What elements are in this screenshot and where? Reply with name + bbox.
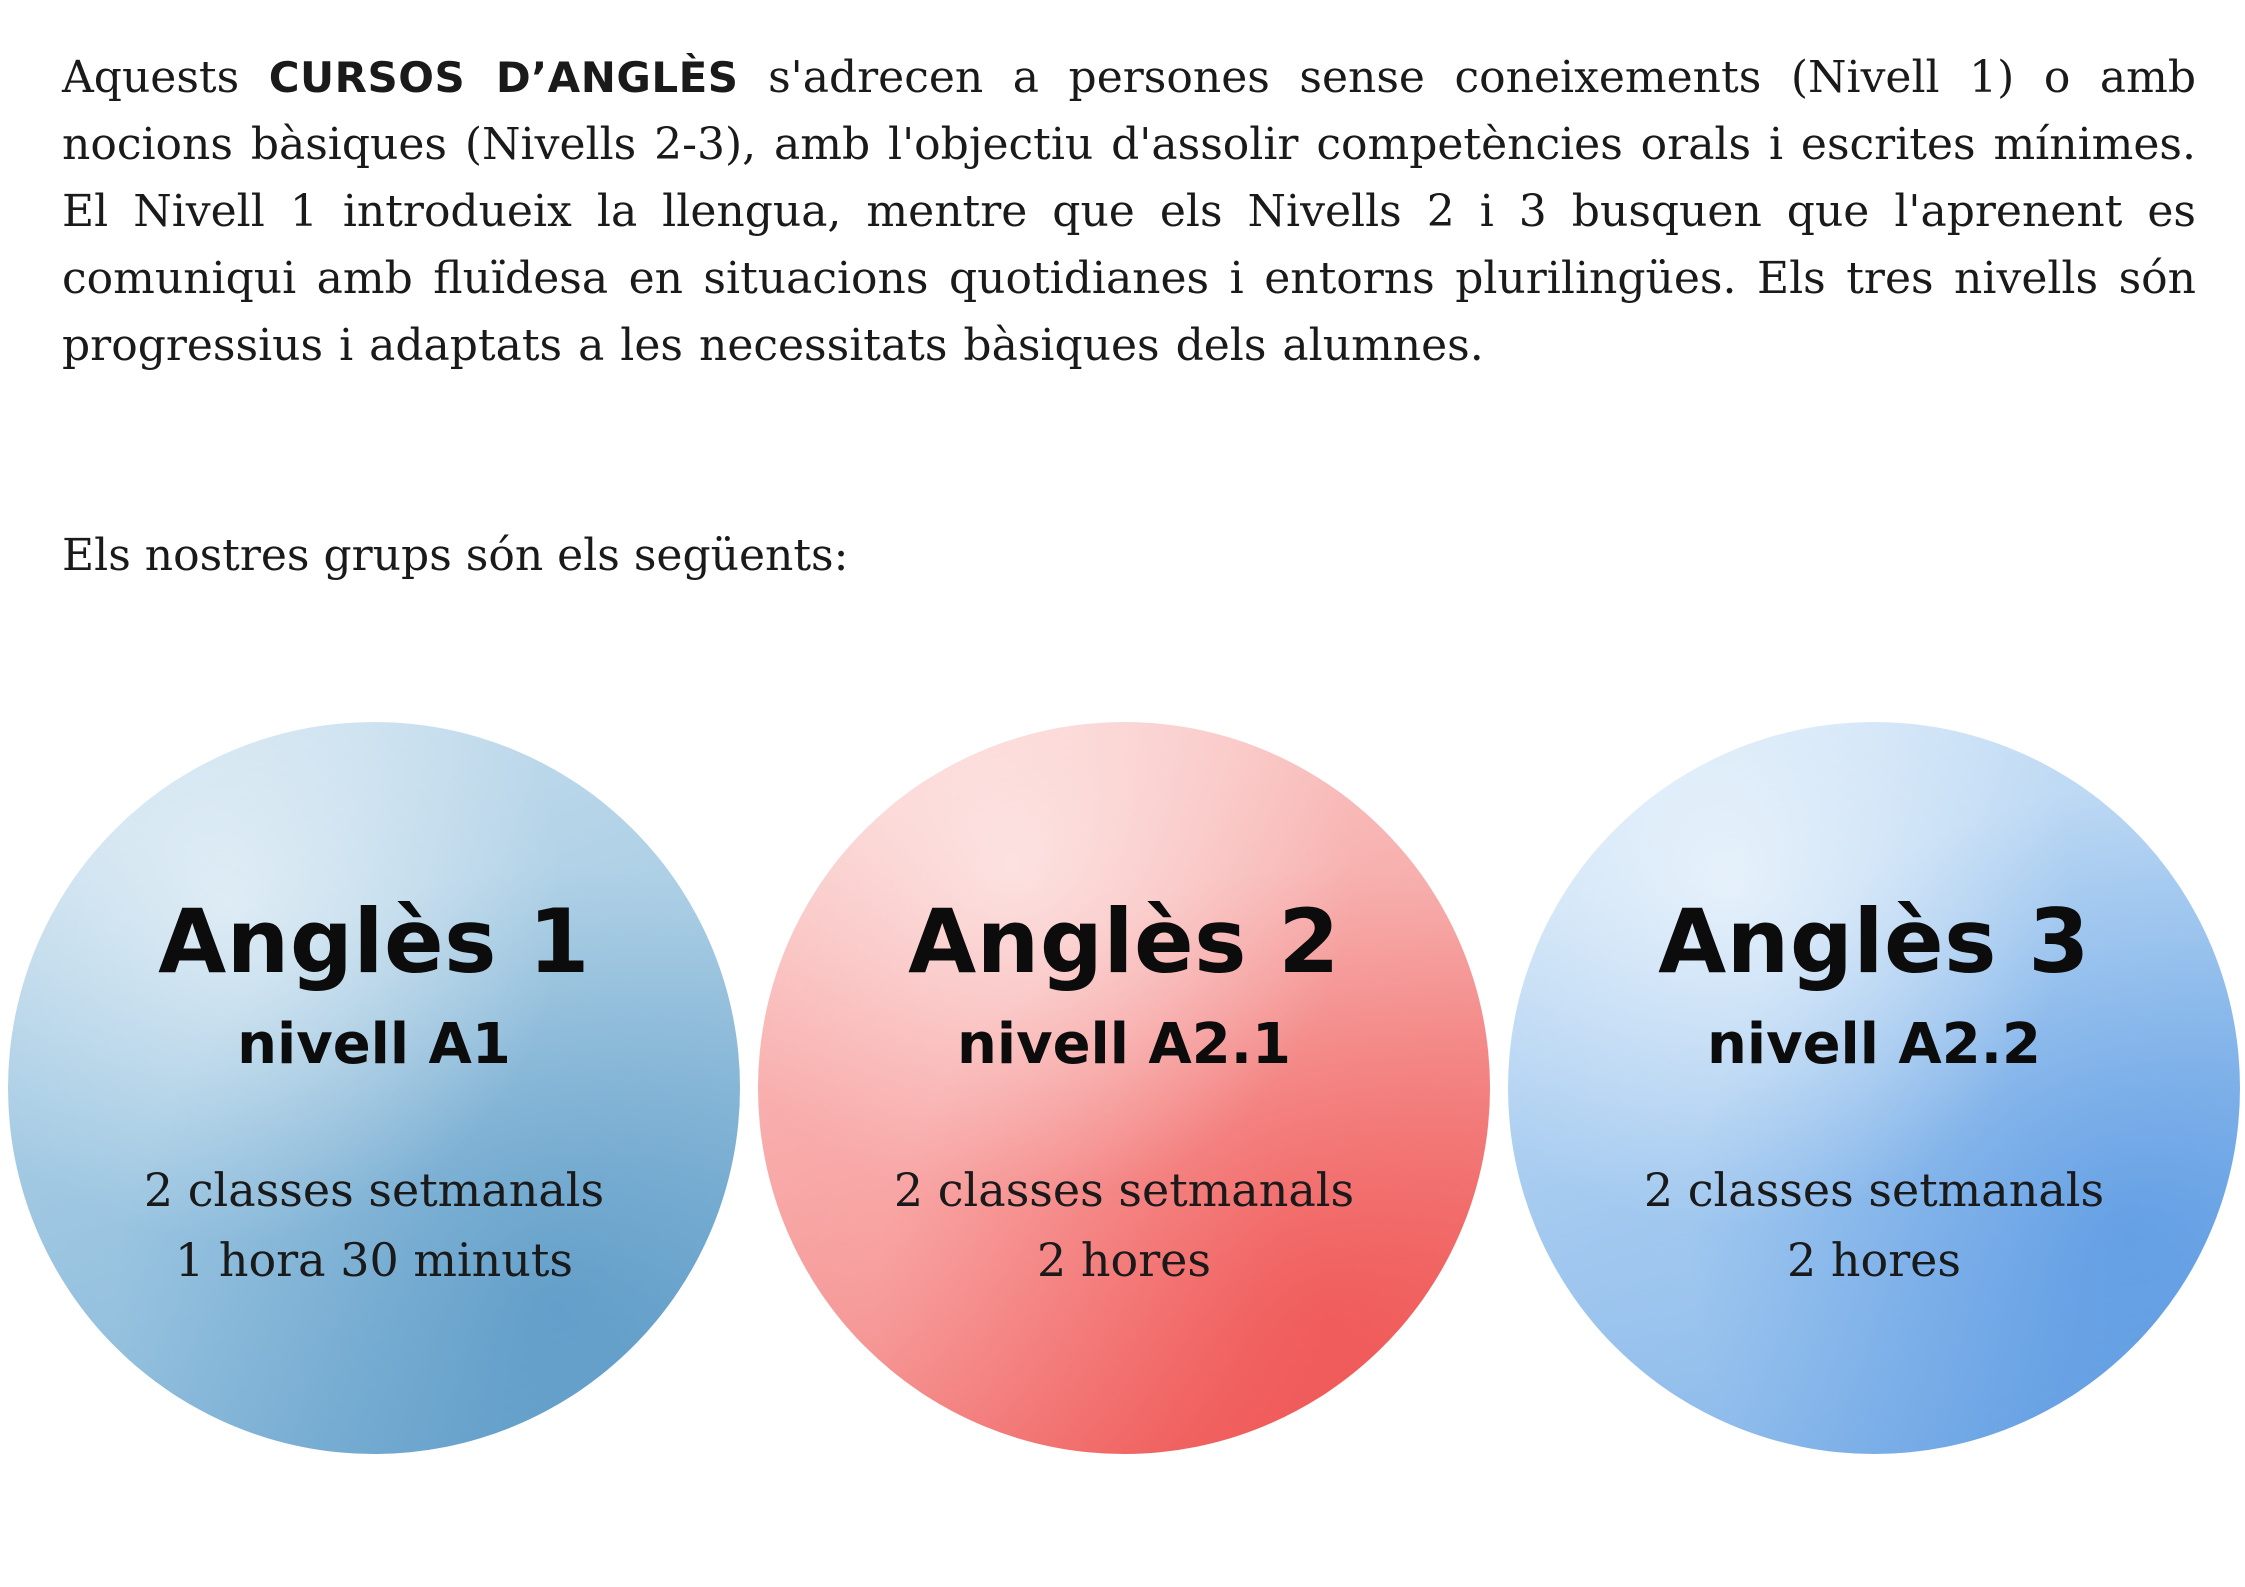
course-sessions: 2 classes setmanals <box>1643 1163 2105 1217</box>
intro-paragraph <box>62 44 2196 379</box>
course-title: Anglès 1 <box>158 890 590 993</box>
course-sessions: 2 classes setmanals <box>893 1163 1355 1217</box>
course-title: Anglès 2 <box>908 890 1340 993</box>
course-duration: 2 hores <box>1786 1233 1962 1287</box>
course-card-angles-1 <box>8 722 740 1454</box>
course-sessions: 2 classes setmanals <box>143 1163 605 1217</box>
intro-courses-highlight: CURSOS D’ANGLÈS <box>268 53 739 102</box>
course-level: nivell A1 <box>237 1012 511 1077</box>
course-duration: 1 hora 30 minuts <box>174 1233 574 1287</box>
intro-lead: Aquests <box>62 52 269 103</box>
course-title: Anglès 3 <box>1658 890 2090 993</box>
course-level: nivell A2.2 <box>1707 1012 2041 1077</box>
intro-description: s'adrecen a persones sense coneixements (Nivell 1) o amb nocions bàsiques (Nivells 2-3), amb l'objectiu d'assolir competències orals i escrites mínimes. El Nivell 1 introdueix la llengua, mentre que els Nivells 2 i 3 busquen que l'aprenent es comuniqui amb fluïdesa en situacions quotidianes i entorns plurilingües. Els tres nivells són progressius i adaptats a les necessitats bàsiques dels alumnes. <box>62 52 2197 371</box>
course-level: nivell A2.1 <box>957 1012 1291 1077</box>
course-duration: 2 hores <box>1036 1233 1212 1287</box>
groups-heading: Els nostres grups són els següents: <box>62 530 849 581</box>
course-card-angles-2 <box>758 722 1490 1454</box>
course-card-angles-3 <box>1508 722 2240 1454</box>
